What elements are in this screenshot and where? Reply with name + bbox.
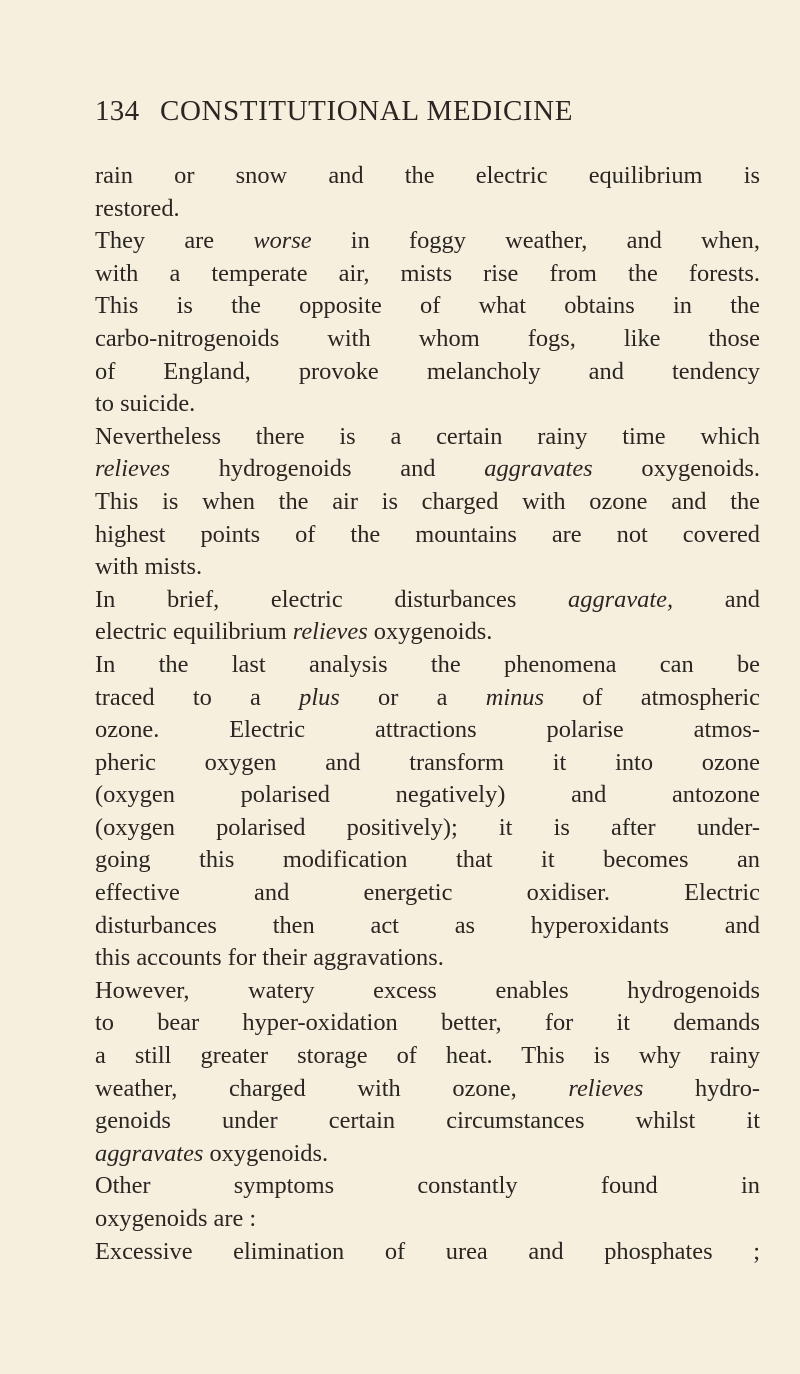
text-line: oxygenoids are : (95, 1205, 257, 1232)
italic-text: aggravate, (568, 585, 674, 613)
text-line: (oxygen polarised positively); it is after under- (95, 813, 760, 841)
text-line: effective and energetic oxidiser. Electric (95, 879, 760, 907)
text-run: oxygenoids. (367, 618, 493, 646)
italic-text: relieves (292, 618, 368, 646)
text-line: restored. (95, 194, 180, 222)
text-line (95, 616, 760, 649)
text-run: in foggy weather, and when, (311, 227, 760, 255)
text-line: highest points of the mountains are not covered (95, 520, 760, 548)
text-line (95, 1073, 760, 1106)
text-run: or a (339, 683, 486, 711)
text-line: pheric oxygen and transform it into ozone (95, 748, 760, 776)
text-run: hydro- (643, 1074, 761, 1102)
italic-text: minus (485, 683, 544, 711)
text-line (95, 225, 760, 258)
text-line (95, 682, 760, 715)
italic-text: relieves (568, 1074, 644, 1102)
text-line: of England, provoke melancholy and tendency (95, 357, 760, 385)
text-line: rain or snow and the electric equilibrium is (95, 162, 760, 189)
italic-text: relieves (95, 455, 170, 483)
italic-text: plus (299, 683, 340, 711)
italic-text: aggravates (95, 1139, 204, 1167)
text-run: In brief, electric disturbances (95, 585, 569, 613)
text-line: However, watery excess enables hydrogenoids (95, 976, 760, 1004)
text-line: genoids under certain circumstances whilst it (95, 1107, 760, 1135)
text-line: to bear hyper-oxidation better, for it demands (95, 1009, 760, 1037)
italic-text: worse (253, 227, 312, 255)
text-run: weather, charged with ozone, (95, 1074, 569, 1102)
running-head (95, 94, 735, 128)
text-line: (oxygen polarised negatively) and antozone (95, 781, 760, 809)
text-run: and (673, 585, 760, 613)
text-line: ozone. Electric attractions polarise atmos- (95, 716, 760, 744)
text-line: This is when the air is charged with ozone and the (95, 487, 760, 515)
running-title: CONSTITUTIONAL MEDICINE (160, 95, 574, 127)
text-line: Nevertheless there is a certain rainy time which (95, 422, 760, 450)
text-run: oxygenoids. (592, 455, 760, 483)
text-run: oxygenoids. (203, 1139, 329, 1167)
text-line: Other symptoms constantly found in (95, 1172, 760, 1200)
page-number: 134 (95, 95, 140, 127)
text-line (95, 584, 760, 617)
text-line (95, 453, 760, 486)
italic-text: aggravates (484, 455, 593, 483)
text-line: In the last analysis the phenomena can be (95, 650, 760, 678)
text-run: They are (95, 227, 254, 255)
text-line: this accounts for their aggravations. (95, 944, 444, 972)
text-line: to suicide. (95, 390, 196, 418)
text-line: a still greater storage of heat. This is why rainy (95, 1042, 760, 1070)
text-run: electric equilibrium (95, 618, 293, 646)
text-line: disturbances then act as hyperoxidants and (95, 911, 760, 939)
text-line: Excessive elimination of urea and phosphates ; (95, 1237, 760, 1265)
text-run: hydrogenoids and (169, 455, 485, 483)
text-run: traced to a (95, 683, 300, 711)
text-run: of atmospheric (543, 683, 761, 711)
text-line: with a temperate air, mists rise from the forests. (95, 259, 760, 287)
text-line: going this modification that it becomes an (95, 846, 760, 874)
text-line: carbo-nitrogenoids with whom fogs, like those (95, 324, 760, 352)
body-text (95, 160, 760, 1268)
text-line (95, 1138, 760, 1171)
text-line: This is the opposite of what obtains in the (95, 292, 760, 320)
text-line: with mists. (95, 553, 203, 581)
